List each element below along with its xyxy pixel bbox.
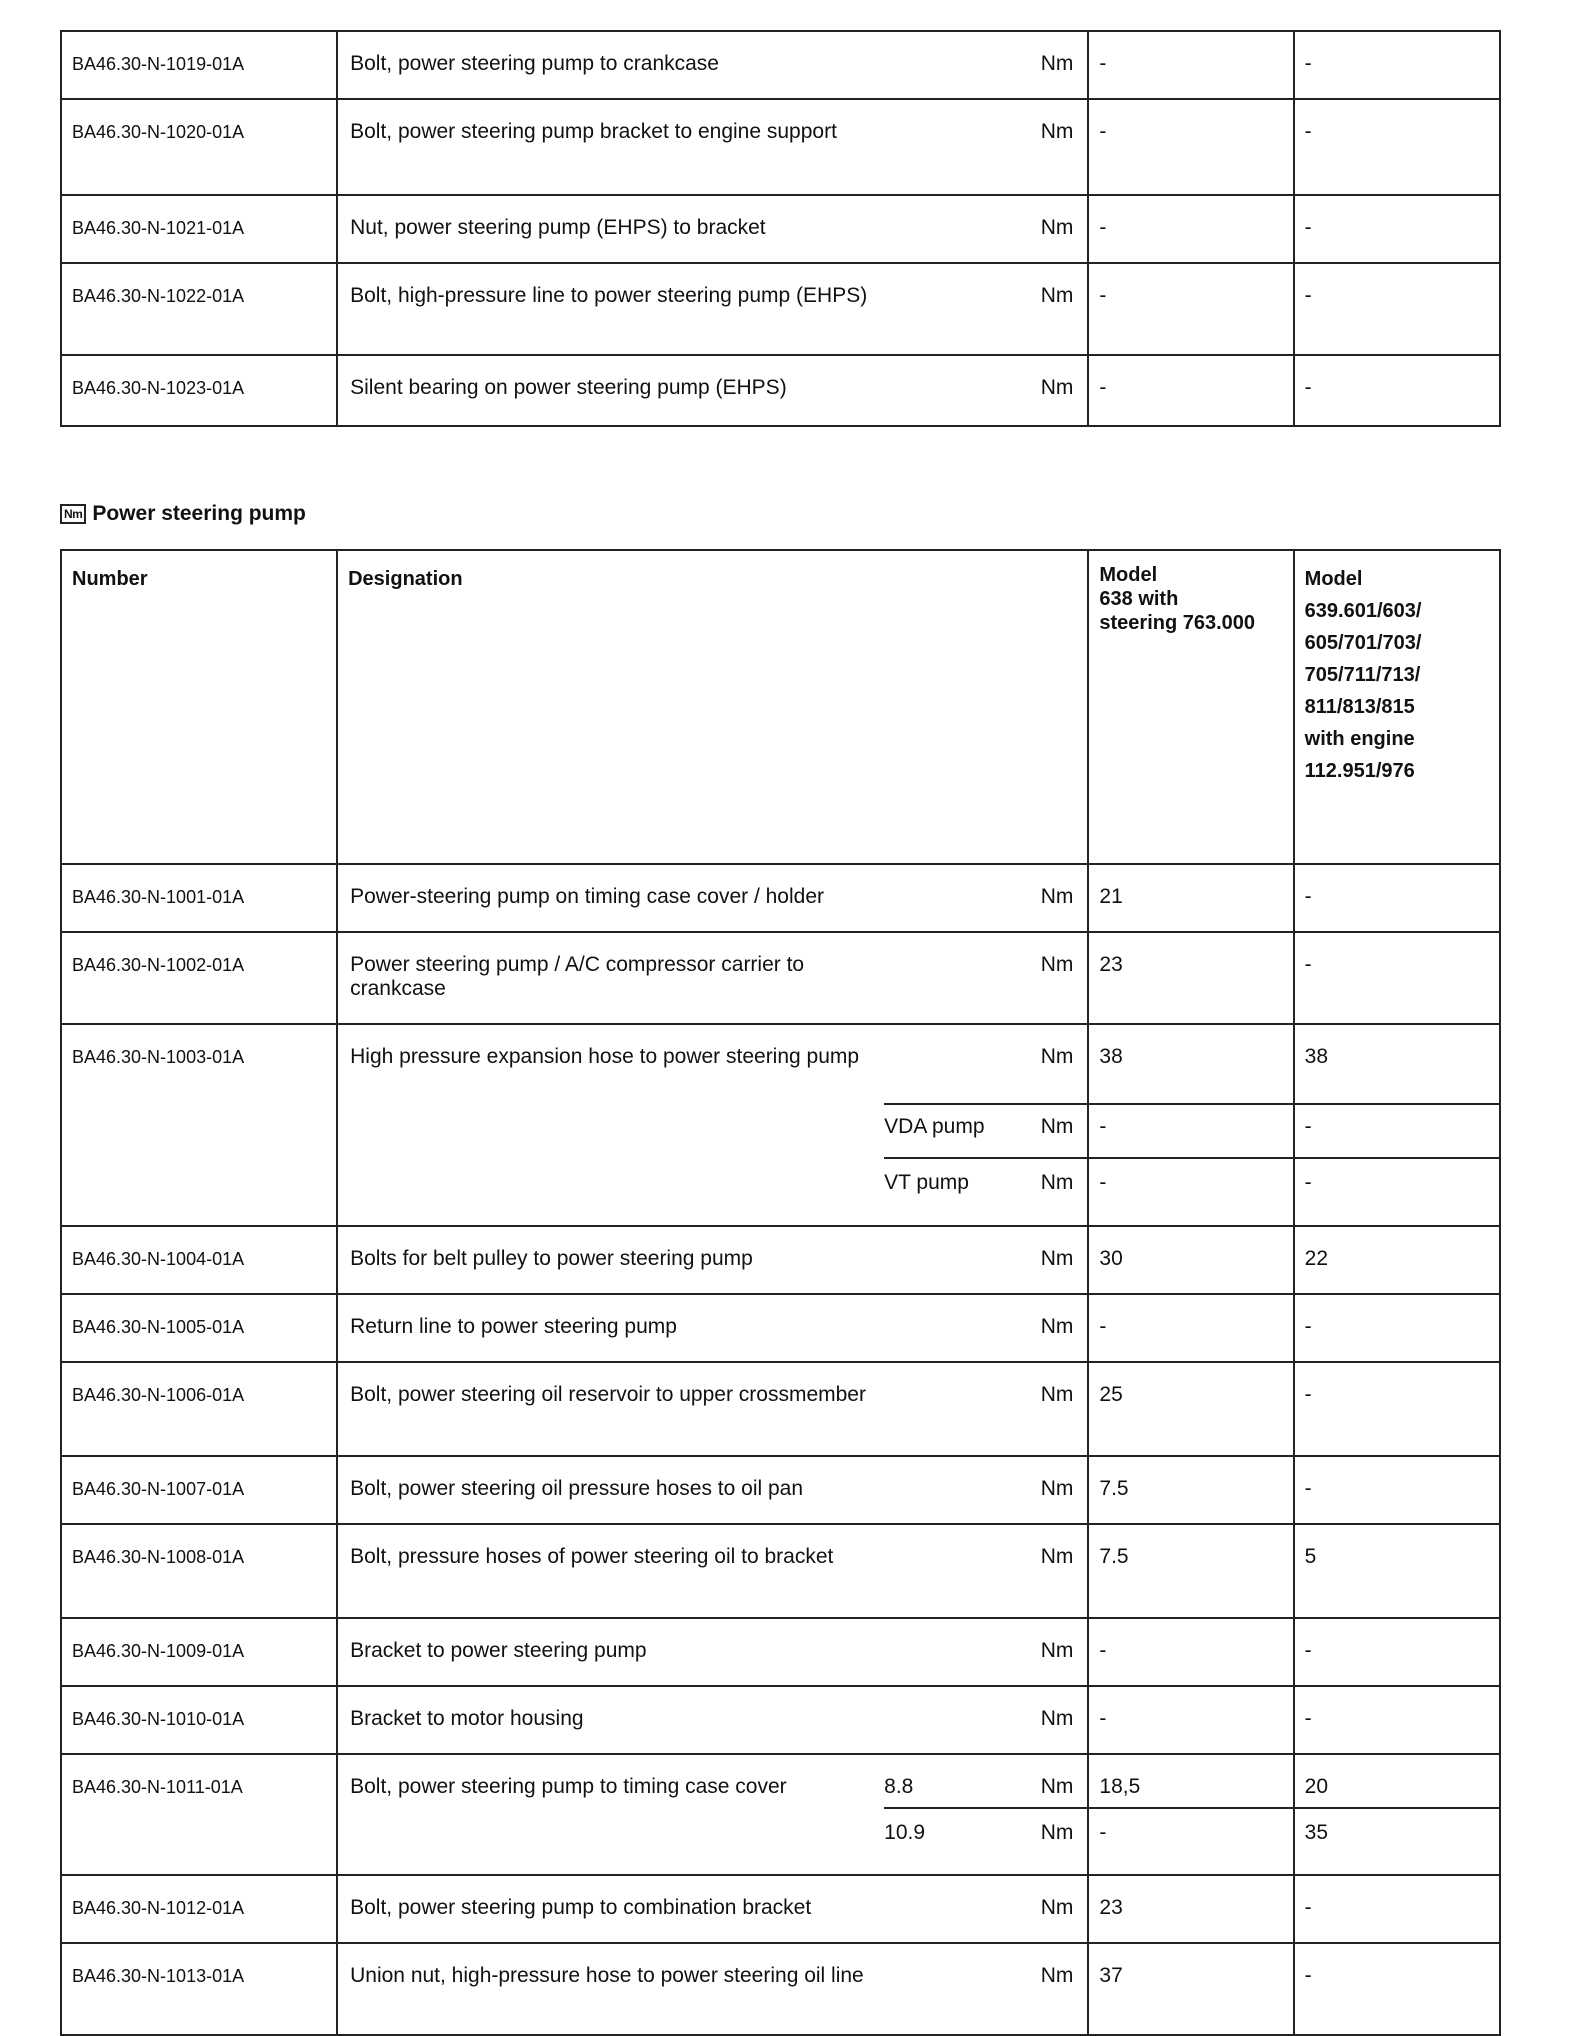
unit: Nm [1020, 1618, 1089, 1686]
table-row [61, 99, 1500, 195]
designation: Nut, power steering pump (EHPS) to bracket [337, 195, 1020, 263]
table-header-row [61, 550, 1500, 864]
unit: Nm [1020, 263, 1089, 355]
unit: Nm [1020, 1808, 1089, 1875]
designation: Bolt, power steering pump to timing case cover [337, 1754, 884, 1875]
table-row [61, 31, 1500, 99]
table-row [61, 932, 1500, 1024]
designation: Power steering pump / A/C compressor carrier to crankcase [337, 932, 1019, 1024]
value-model-1: 38 [1088, 1024, 1293, 1104]
value-model-2: - [1294, 195, 1500, 263]
designation: Bracket to power steering pump [337, 1618, 1019, 1686]
table-row [61, 355, 1500, 426]
part-number: BA46.30-N-1012-01A [61, 1875, 337, 1943]
table-row [61, 1754, 1500, 1808]
table-row [61, 1024, 1500, 1104]
table-row [61, 1686, 1500, 1754]
value-model-2: - [1294, 1943, 1500, 2035]
qualifier: VT pump [884, 1158, 1019, 1226]
table-row [61, 1456, 1500, 1524]
unit: Nm [1020, 31, 1089, 99]
value-model-2: - [1294, 1294, 1500, 1362]
value-model-2: - [1294, 1456, 1500, 1524]
designation: Silent bearing on power steering pump (EHPS) [337, 355, 1020, 426]
designation: High pressure expansion hose to power steering pump [337, 1024, 884, 1226]
qualifier: 10.9 [884, 1808, 1019, 1875]
unit: Nm [1020, 932, 1089, 1024]
value-model-1: - [1088, 1618, 1293, 1686]
unit: Nm [1020, 1456, 1089, 1524]
unit: Nm [1020, 1875, 1089, 1943]
part-number: BA46.30-N-1023-01A [61, 355, 337, 426]
designation: Power-steering pump on timing case cover / holder [337, 864, 1019, 932]
torque-nm-icon: Nm [60, 504, 86, 524]
designation: Return line to power steering pump [337, 1294, 1019, 1362]
value-model-2: - [1294, 99, 1500, 195]
unit: Nm [1020, 1754, 1089, 1808]
part-number: BA46.30-N-1008-01A [61, 1524, 337, 1618]
value-model-1: - [1088, 1104, 1293, 1158]
part-number: BA46.30-N-1007-01A [61, 1456, 337, 1524]
value-model-2: - [1294, 263, 1500, 355]
qualifier: VDA pump [884, 1104, 1019, 1158]
value-model-1: - [1088, 1808, 1293, 1875]
unit: Nm [1020, 195, 1089, 263]
value-model-2: - [1294, 1618, 1500, 1686]
value-model-2: - [1294, 355, 1500, 426]
designation: Bolt, power steering oil pressure hoses to oil pan [337, 1456, 1019, 1524]
unit: Nm [1020, 1362, 1089, 1456]
table-row [61, 195, 1500, 263]
table-row [61, 1362, 1500, 1456]
header-model-2: Model 639.601/603/ 605/701/703/ 705/711/713/ 811/813/815 with engine 112.951/976 [1294, 550, 1500, 864]
table-row [61, 1875, 1500, 1943]
part-number: BA46.30-N-1021-01A [61, 195, 337, 263]
value-model-2: - [1294, 31, 1500, 99]
designation: Bolt, high-pressure line to power steering pump (EHPS) [337, 263, 1020, 355]
value-model-1: - [1088, 1686, 1293, 1754]
value-model-2: 38 [1294, 1024, 1500, 1104]
part-number: BA46.30-N-1004-01A [61, 1226, 337, 1294]
top-torque-table [60, 30, 1501, 427]
value-model-2: 35 [1294, 1808, 1500, 1875]
value-model-1: 18,5 [1088, 1754, 1293, 1808]
part-number: BA46.30-N-1003-01A [61, 1024, 337, 1226]
header-model-1: Model 638 with steering 763.000 [1088, 550, 1293, 864]
header-number: Number [61, 550, 337, 864]
part-number: BA46.30-N-1002-01A [61, 932, 337, 1024]
value-model-2: 5 [1294, 1524, 1500, 1618]
part-number: BA46.30-N-1001-01A [61, 864, 337, 932]
part-number: BA46.30-N-1020-01A [61, 99, 337, 195]
table-row [61, 864, 1500, 932]
designation: Bracket to motor housing [337, 1686, 1019, 1754]
value-model-1: - [1088, 355, 1293, 426]
value-model-1: - [1088, 31, 1293, 99]
value-model-2: 20 [1294, 1754, 1500, 1808]
value-model-2: - [1294, 1158, 1500, 1226]
designation: Bolt, power steering oil reservoir to upper crossmember [337, 1362, 1019, 1456]
designation: Bolt, pressure hoses of power steering oil to bracket [337, 1524, 1019, 1618]
qualifier: 8.8 [884, 1754, 1019, 1808]
part-number: BA46.30-N-1022-01A [61, 263, 337, 355]
unit: Nm [1020, 1158, 1089, 1226]
section-heading [60, 502, 306, 526]
table-row [61, 1618, 1500, 1686]
value-model-1: - [1088, 99, 1293, 195]
part-number: BA46.30-N-1009-01A [61, 1618, 337, 1686]
value-model-1: 23 [1088, 932, 1293, 1024]
unit: Nm [1020, 1226, 1089, 1294]
designation: Bolt, power steering pump bracket to engine support [337, 99, 1020, 195]
unit: Nm [1020, 1524, 1089, 1618]
part-number: BA46.30-N-1019-01A [61, 31, 337, 99]
value-model-2: - [1294, 1362, 1500, 1456]
designation: Bolt, power steering pump to crankcase [337, 31, 1020, 99]
table-row [61, 263, 1500, 355]
part-number: BA46.30-N-1010-01A [61, 1686, 337, 1754]
unit: Nm [1020, 1024, 1089, 1104]
part-number: BA46.30-N-1013-01A [61, 1943, 337, 2035]
table-row [61, 1226, 1500, 1294]
table-row [61, 1294, 1500, 1362]
unit: Nm [1020, 1943, 1089, 2035]
value-model-2: 22 [1294, 1226, 1500, 1294]
value-model-1: 30 [1088, 1226, 1293, 1294]
unit: Nm [1020, 1686, 1089, 1754]
value-model-1: 21 [1088, 864, 1293, 932]
value-model-1: - [1088, 1294, 1293, 1362]
value-model-1: 25 [1088, 1362, 1293, 1456]
unit: Nm [1020, 99, 1089, 195]
unit: Nm [1020, 864, 1089, 932]
designation: Union nut, high-pressure hose to power steering oil line [337, 1943, 1019, 2035]
header-designation: Designation [337, 550, 1088, 864]
unit: Nm [1020, 1294, 1089, 1362]
value-model-1: - [1088, 195, 1293, 263]
designation: Bolt, power steering pump to combination bracket [337, 1875, 1019, 1943]
part-number: BA46.30-N-1006-01A [61, 1362, 337, 1456]
value-model-1: - [1088, 1158, 1293, 1226]
unit: Nm [1020, 355, 1089, 426]
value-model-2: - [1294, 1104, 1500, 1158]
value-model-1: 23 [1088, 1875, 1293, 1943]
part-number: BA46.30-N-1011-01A [61, 1754, 337, 1875]
value-model-1: 7.5 [1088, 1524, 1293, 1618]
qualifier [884, 1024, 1019, 1104]
value-model-1: - [1088, 263, 1293, 355]
part-number: BA46.30-N-1005-01A [61, 1294, 337, 1362]
unit: Nm [1020, 1104, 1089, 1158]
value-model-1: 37 [1088, 1943, 1293, 2035]
value-model-2: - [1294, 864, 1500, 932]
table-row [61, 1943, 1500, 2035]
table-row [61, 1524, 1500, 1618]
value-model-2: - [1294, 1686, 1500, 1754]
value-model-2: - [1294, 1875, 1500, 1943]
designation: Bolts for belt pulley to power steering pump [337, 1226, 1019, 1294]
value-model-2: - [1294, 932, 1500, 1024]
value-model-1: 7.5 [1088, 1456, 1293, 1524]
power-steering-pump-table [60, 549, 1501, 2036]
section-title: Power steering pump [92, 502, 306, 525]
